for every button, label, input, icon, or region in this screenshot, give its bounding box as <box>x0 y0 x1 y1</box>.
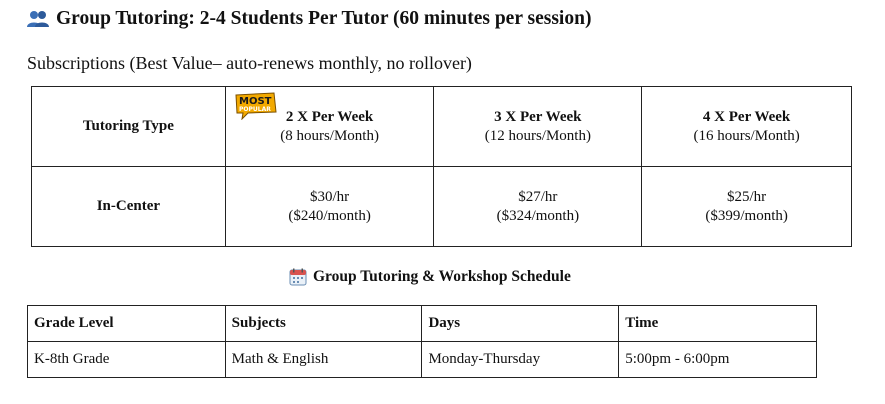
table-row <box>28 342 817 378</box>
tutoring-type-header: Tutoring Type <box>32 87 226 167</box>
plan-name: 2 X Per Week <box>285 108 374 125</box>
plan-4x-header <box>642 87 852 167</box>
calendar-icon <box>289 268 307 286</box>
price-cell <box>642 167 852 247</box>
schedule-header-row <box>28 306 817 342</box>
people-icon <box>26 10 50 28</box>
days-cell: Monday-Thursday <box>422 342 619 378</box>
plan-hours: (16 hours/Month) <box>693 127 800 144</box>
price-cell <box>434 167 642 247</box>
header-days: Days <box>422 306 619 342</box>
monthly-price: ($240/month) <box>288 207 371 224</box>
heading-text: Group Tutoring: 2-4 Students Per Tutor (60 minutes per session) <box>56 8 592 29</box>
time-cell: 5:00pm - 6:00pm <box>619 342 817 378</box>
svg-text:POPULAR: POPULAR <box>238 106 271 113</box>
pricing-table <box>31 86 852 247</box>
hourly-rate: $30/hr <box>310 188 350 205</box>
header-grade-level: Grade Level <box>28 306 226 342</box>
most-popular-badge <box>234 92 278 120</box>
grade-level-cell: K-8th Grade <box>28 342 226 378</box>
hourly-rate: $27/hr <box>518 188 558 205</box>
subscription-line: Subscriptions (Best Value– auto-renews monthly, no rollover) <box>27 53 472 73</box>
plan-hours: (12 hours/Month) <box>484 127 591 144</box>
plan-3x-header <box>434 87 642 167</box>
header-time: Time <box>619 306 817 342</box>
monthly-price: ($324/month) <box>496 207 580 224</box>
header-subjects: Subjects <box>225 306 422 342</box>
monthly-price: ($399/month) <box>705 207 788 224</box>
schedule-table <box>27 305 817 378</box>
plan-2x-header <box>225 87 434 167</box>
plan-hours: (8 hours/Month) <box>280 127 379 144</box>
row-label: In-Center <box>32 167 226 247</box>
pricing-row-in-center <box>32 167 852 247</box>
pricing-header-row <box>32 87 852 167</box>
hourly-rate: $25/hr <box>727 188 767 205</box>
schedule-title-text: Group Tutoring & Workshop Schedule <box>313 268 571 285</box>
price-cell <box>225 167 434 247</box>
page-heading <box>26 8 591 30</box>
plan-name: 3 X Per Week <box>494 108 582 125</box>
plan-name: 4 X Per Week <box>702 108 791 125</box>
svg-text:MOST: MOST <box>238 96 272 107</box>
schedule-title <box>289 268 571 286</box>
subjects-cell: Math & English <box>225 342 422 378</box>
